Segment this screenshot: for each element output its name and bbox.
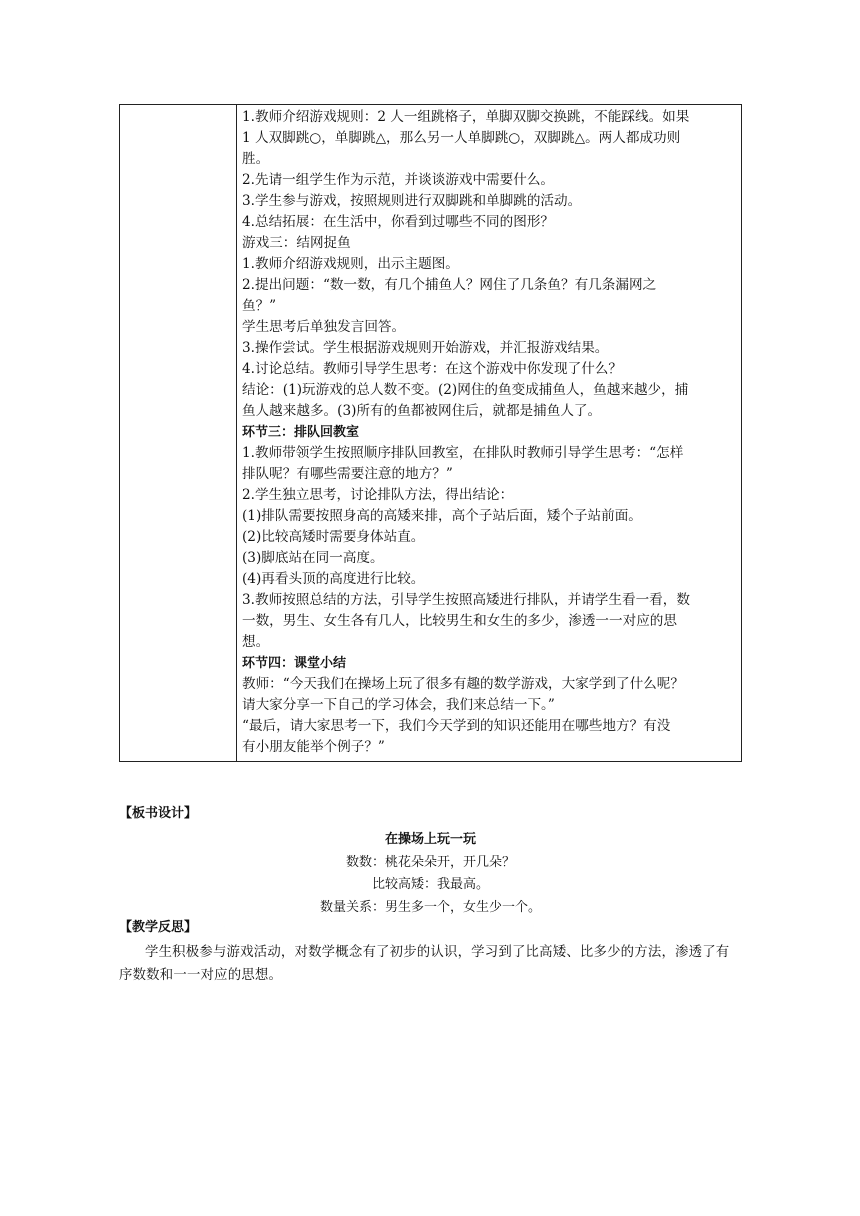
content-line: 2.提出问题：“数一数，有几个捕鱼人？网住了几条鱼？有几条漏网之 <box>242 277 657 293</box>
reflection-heading: 【教学反思】 <box>119 920 198 935</box>
content-line: 胜。 <box>242 151 270 167</box>
board-design-section <box>119 803 742 919</box>
board-design-heading: 【板书设计】 <box>119 806 198 821</box>
board-item: 数数：桃花朵朵开，开几朵？ <box>345 854 515 870</box>
content-line: (4)再看头顶的高度进行比较。 <box>242 571 425 587</box>
content-line: 3.学生参与游戏，按照规则进行双脚跳和单脚跳的活动。 <box>242 193 582 209</box>
content-line: 1.教师带领学生按照顺序排队回教室，在排队时教师引导学生思考：“怎样 <box>242 445 684 461</box>
content-line: 2.学生独立思考，讨论排队方法，得出结论： <box>242 487 514 503</box>
content-line: 排队呢？有哪些需要注意的地方？” <box>242 466 453 482</box>
content-line: (1)排队需要按照身高的高矮来排，高个子站后面，矮个子站前面。 <box>242 508 642 524</box>
table-left-cell <box>120 105 237 762</box>
content-line: 鱼？” <box>242 298 277 314</box>
content-line: 1.教师介绍游戏规则：2 人一组跳格子，单脚双脚交换跳，不能踩线。如果 <box>242 109 690 125</box>
content-line: 4.讨论总结。教师引导学生思考：在这个游戏中你发现了什么？ <box>242 361 622 377</box>
content-line: 4.总结拓展：在生活中，你看到过哪些不同的图形？ <box>242 214 555 230</box>
content-line: 结论：(1)玩游戏的总人数不变。(2)网住的鱼变成捕鱼人，鱼越来越少，捕 <box>242 382 689 398</box>
board-item: 数量关系：男生多一个，女生少一个。 <box>319 899 541 915</box>
content-line: 有小朋友能举个例子？” <box>242 739 385 755</box>
section-heading: 环节四：课堂小结 <box>242 656 347 671</box>
board-title: 在操场上玩一玩 <box>384 832 476 847</box>
lesson-table <box>119 104 742 762</box>
content-line: 一数，男生、女生各有几人，比较男生和女生的多少，渗透一一对应的思 <box>242 613 677 629</box>
content-line: (2)比较高矮时需要身体站直。 <box>242 529 425 545</box>
content-line: 游戏三：结网捉鱼 <box>242 235 351 251</box>
content-line: 1 人双脚跳○，单脚跳△，那么另一人单脚跳○，双脚跳△。两人都成功则 <box>242 130 681 146</box>
reflection-text: 学生积极参与游戏活动，对数学概念有了初步的认识，学习到了比高矮、比多少的方法，渗透了有序数数和一一对应的思想。 <box>119 945 730 983</box>
table-row <box>120 105 742 762</box>
content-line: 请大家分享一下自己的学习体会，我们来总结一下。” <box>242 697 555 713</box>
content-line: 想。 <box>242 634 270 650</box>
section-heading: 环节三：排队回教室 <box>242 425 360 440</box>
content-line: 3.教师按照总结的方法，引导学生按照高矮进行排队，并请学生看一看，数 <box>242 592 690 608</box>
content-line: (3)脚底站在同一高度。 <box>242 550 384 566</box>
content-line: 3.操作尝试。学生根据游戏规则开始游戏，并汇报游戏结果。 <box>242 340 609 356</box>
reflection-section <box>119 917 742 987</box>
content-line: 学生思考后单独发言回答。 <box>242 319 406 335</box>
content-line: “最后，请大家思考一下，我们今天学到的知识还能用在哪些地方？有没 <box>242 718 671 734</box>
content-line: 1.教师介绍游戏规则，出示主题图。 <box>242 256 459 272</box>
content-line: 鱼人越来越多。(3)所有的鱼都被网住后，就都是捕鱼人了。 <box>242 403 602 419</box>
board-item: 比较高矮：我最高。 <box>371 877 489 892</box>
content-line: 2.先请一组学生作为示范，并谈谈游戏中需要什么。 <box>242 172 555 188</box>
content-line: 教师：“今天我们在操场上玩了很多有趣的数学游戏，大家学到了什么呢？ <box>242 676 684 692</box>
table-content-cell <box>237 105 742 762</box>
